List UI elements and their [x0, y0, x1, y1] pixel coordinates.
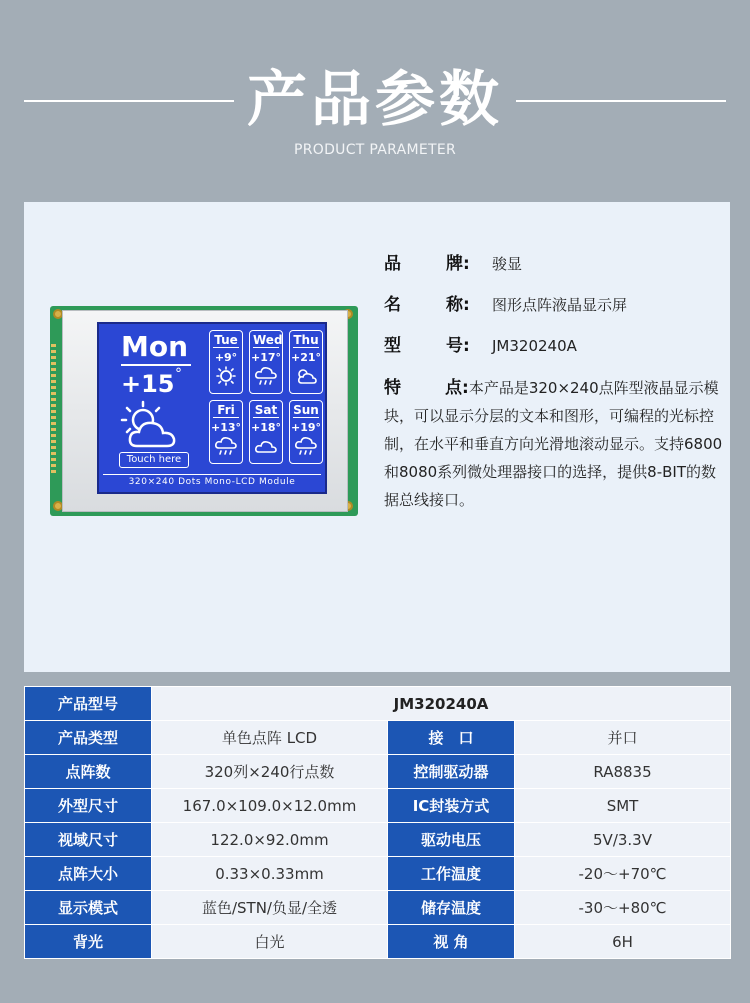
page-title: 产品参数: [247, 65, 503, 135]
table-row: [25, 857, 731, 891]
spec-label: 视域尺寸: [25, 823, 152, 857]
spec-label: 外型尺寸: [25, 789, 152, 823]
page-subtitle: PRODUCT PARAMETER: [293, 142, 456, 158]
forecast-day-temp: +9°: [214, 351, 238, 364]
spec-value: 白光: [152, 925, 388, 959]
spec-value: JM320240A: [152, 687, 731, 721]
lcd-temperature: +15: [121, 370, 175, 398]
spec-value: 蓝色/STN/负显/全透: [152, 891, 388, 925]
rain-cloud-icon: [254, 366, 278, 386]
spec-value: SMT: [515, 789, 731, 823]
spec-value: 167.0×109.0×12.0mm: [152, 789, 388, 823]
spec-label: 视 角: [388, 925, 515, 959]
spec-value: 0.33×0.33mm: [152, 857, 388, 891]
spec-label: 点阵大小: [25, 857, 152, 891]
forecast-day: [249, 400, 283, 464]
spec-label: 显示模式: [25, 891, 152, 925]
spec-label: 背光: [25, 925, 152, 959]
touch-here-button: Touch here: [119, 452, 189, 468]
forecast-day-temp: +19°: [290, 421, 322, 434]
table-row: [25, 789, 731, 823]
info-value: 图形点阵液晶显示屏: [492, 296, 628, 314]
sun-icon: [215, 366, 237, 386]
table-row: [25, 687, 731, 721]
spec-value: 320列×240行点数: [152, 755, 388, 789]
spec-value: 5V/3.3V: [515, 823, 731, 857]
feature-text: 本产品是320×240点阵型液晶显示模块，可以显示分层的文本和图形，可编程的光标控制，在水平和垂直方向光滑地滚动显示。支持6800和8080系列微处理器接口的选择，提供8-BIT的数据总线接口。: [384, 379, 723, 509]
spec-label: 点阵数: [25, 755, 152, 789]
spec-value: RA8835: [515, 755, 731, 789]
sun-cloud-icon: [119, 400, 185, 452]
forecast-day-temp: +17°: [250, 351, 282, 364]
spec-label: IC封装方式: [388, 789, 515, 823]
sun-cloud-icon: [294, 366, 318, 386]
forecast-day-name: Sun: [293, 403, 319, 417]
forecast-day-temp: +18°: [250, 421, 282, 434]
spec-table: [24, 686, 731, 959]
lcd-day: Mon: [121, 330, 189, 363]
info-feature: [384, 374, 724, 514]
cloud-icon: [254, 436, 278, 456]
spec-label: 接 口: [388, 721, 515, 755]
module-text-divider: [103, 474, 321, 475]
spec-value: 122.0×92.0mm: [152, 823, 388, 857]
forecast-day: [289, 400, 323, 464]
forecast-day-name: Wed: [253, 333, 283, 347]
spec-label: 储存温度: [388, 891, 515, 925]
forecast-day-temp: +21°: [290, 351, 322, 364]
info-value: JM320240A: [492, 337, 577, 355]
pin-header: [51, 344, 56, 474]
info-value: 骏显: [492, 255, 523, 273]
lcd-screen: [97, 322, 327, 494]
forecast-day: [209, 330, 243, 394]
rain-cloud-icon: [214, 436, 238, 456]
info-label: 特 点:: [384, 378, 469, 398]
header: [0, 0, 750, 200]
spec-value: 并口: [515, 721, 731, 755]
spec-value: 6H: [515, 925, 731, 959]
lcd-degree: °: [175, 366, 182, 382]
spec-label: 产品类型: [25, 721, 152, 755]
table-row: [25, 823, 731, 857]
forecast-day: [249, 330, 283, 394]
spec-label: 工作温度: [388, 857, 515, 891]
forecast-day-name: Tue: [214, 333, 238, 347]
spec-label: 控制驱动器: [388, 755, 515, 789]
spec-value: -30～+80℃: [515, 891, 731, 925]
rain-cloud-icon: [294, 436, 318, 456]
spec-value: 单色点阵 LCD: [152, 721, 388, 755]
forecast-day-name: Thu: [293, 333, 319, 347]
module-caption: 320×240 Dots Mono-LCD Module: [128, 477, 296, 487]
table-row: [25, 721, 731, 755]
forecast-day: [209, 400, 243, 464]
table-row: [25, 891, 731, 925]
spec-label: 产品型号: [25, 687, 152, 721]
spec-label: 驱动电压: [388, 823, 515, 857]
table-row: [25, 755, 731, 789]
forecast-day-name: Sat: [254, 403, 278, 417]
table-row: [25, 925, 731, 959]
forecast-day: [289, 330, 323, 394]
forecast-day-name: Fri: [213, 403, 239, 418]
forecast-day-temp: +13°: [210, 421, 242, 434]
spec-value: -20～+70℃: [515, 857, 731, 891]
